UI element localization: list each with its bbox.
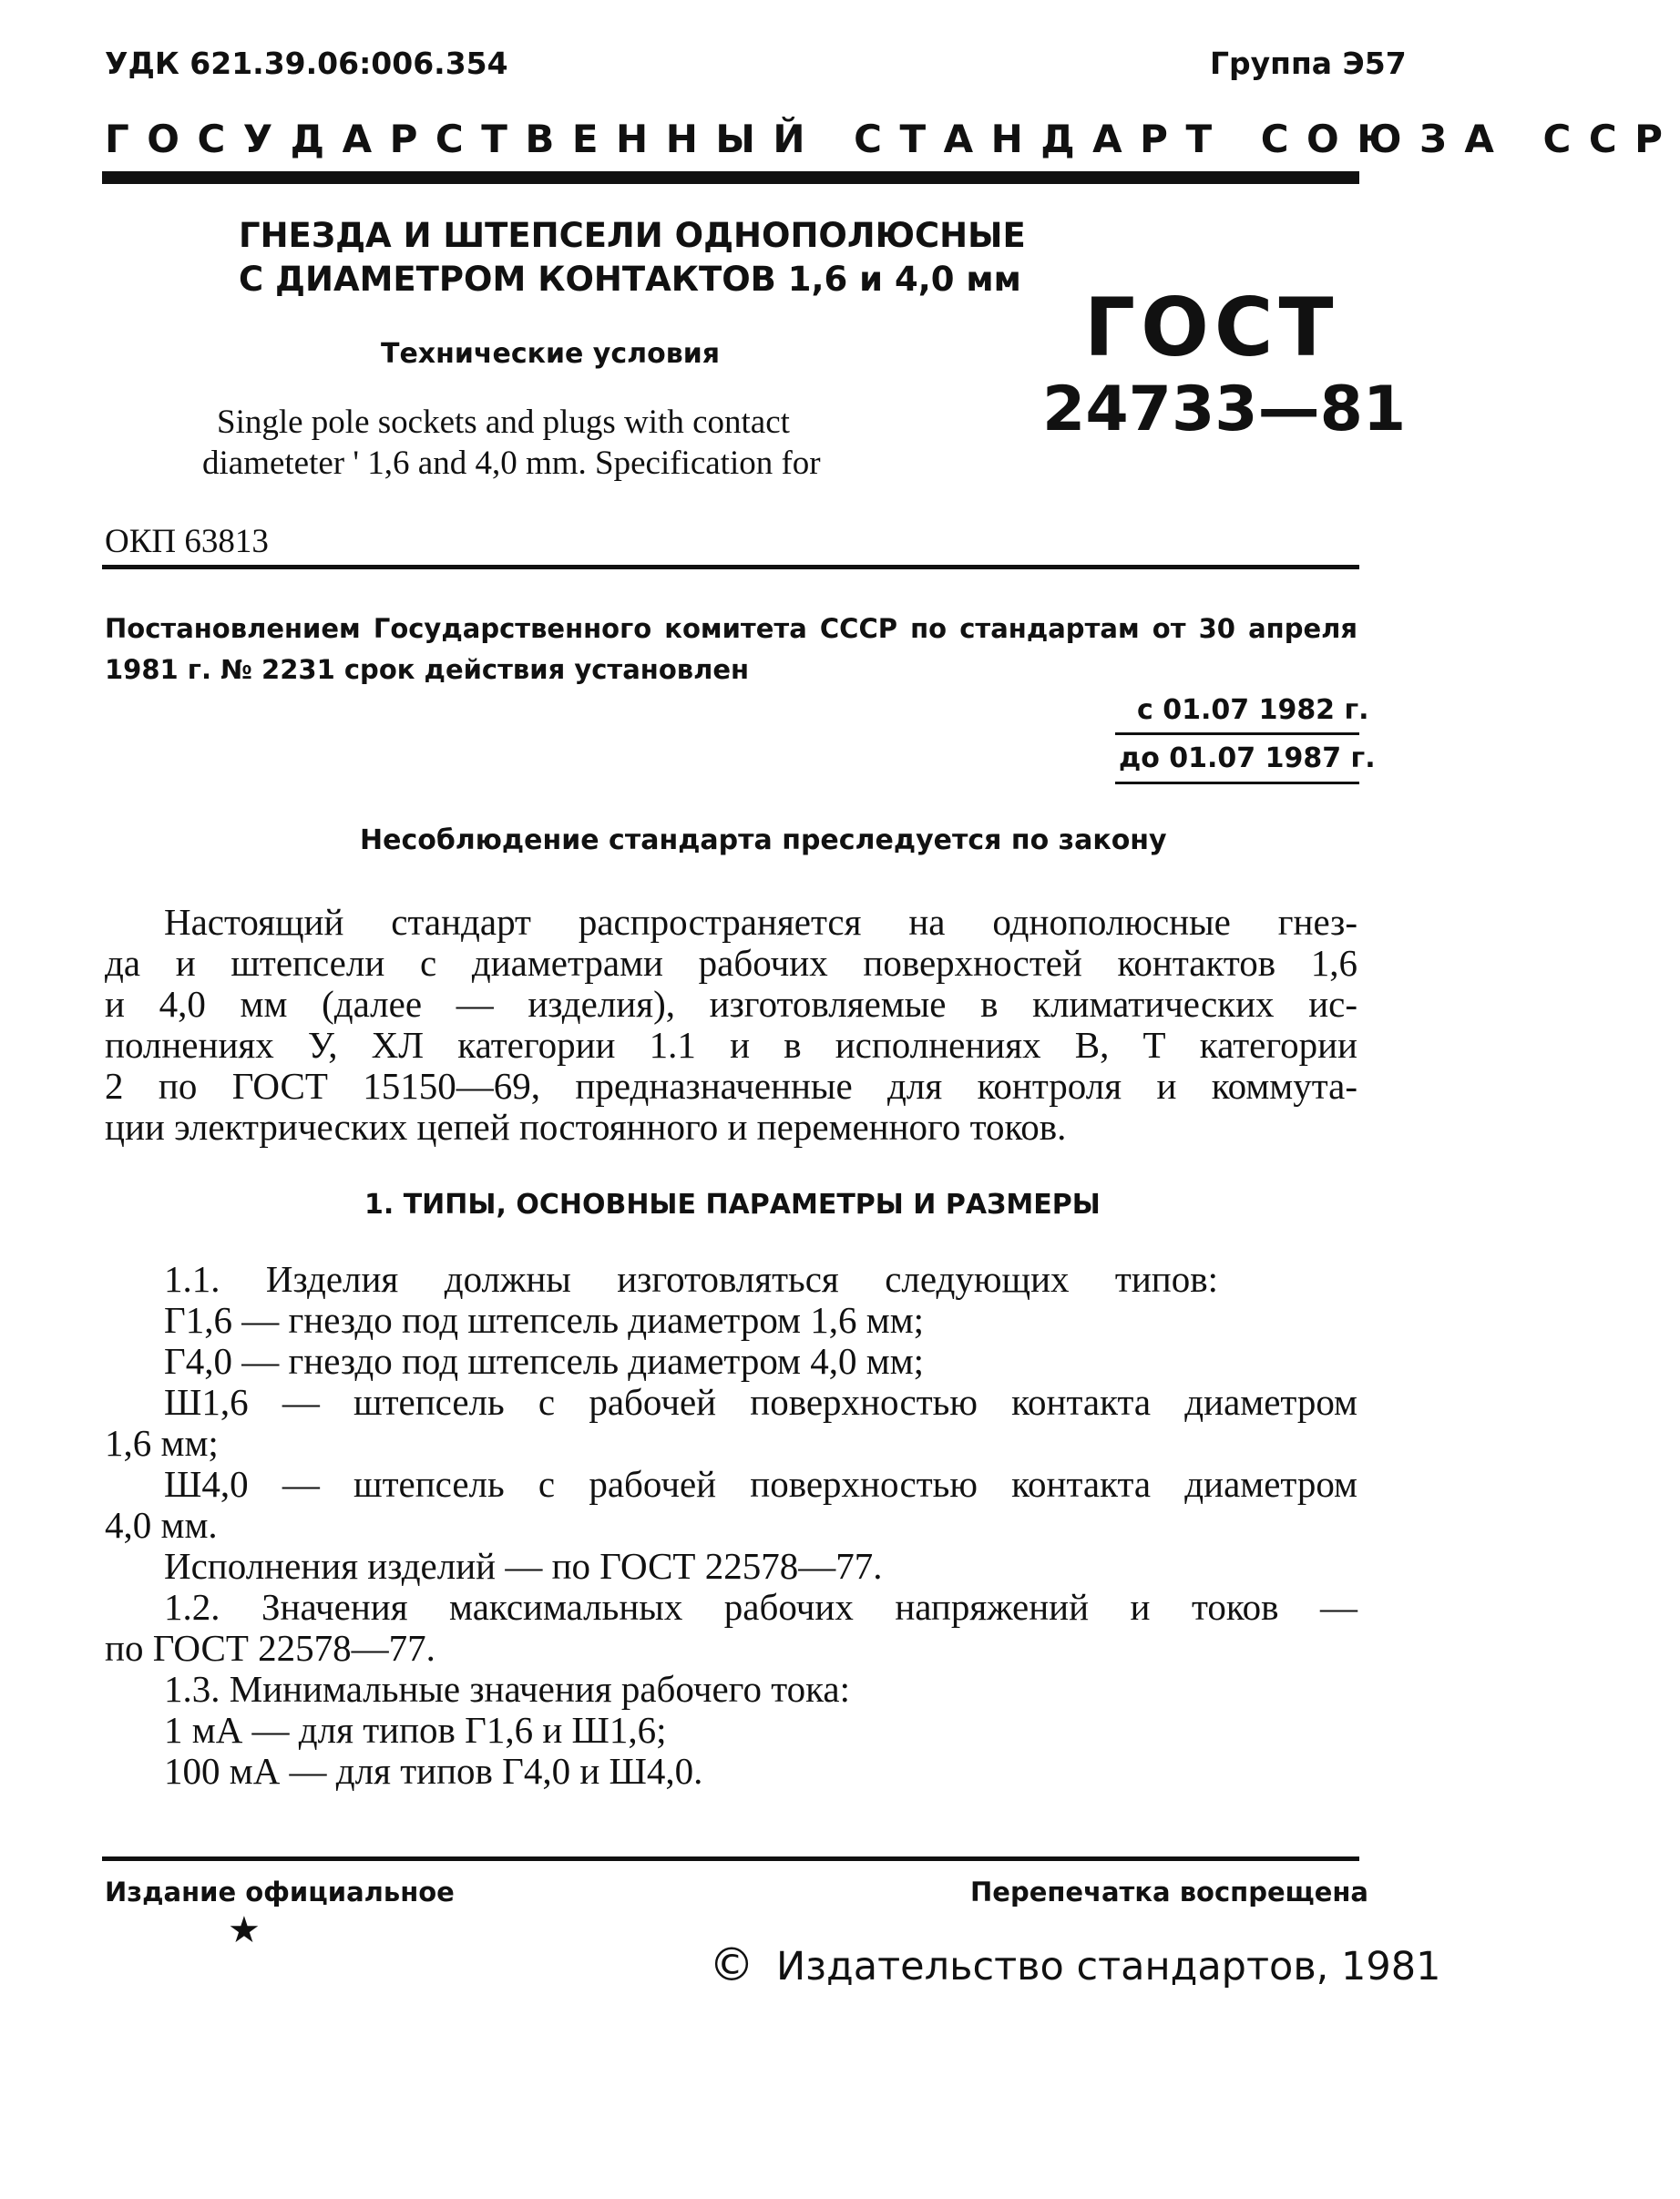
title-line-2: С ДИАМЕТРОМ КОНТАКТОВ 1,6 и 4,0 мм bbox=[239, 260, 1021, 299]
law-notice: Несоблюдение стандарта преследуется по закону bbox=[360, 824, 1167, 856]
intro-line-3: и 4,0 мм (далее — изделия), изготовляемые в климатических ис- bbox=[105, 983, 1357, 1025]
header-thick-rule bbox=[102, 171, 1359, 184]
subtitle: Технические условия bbox=[381, 338, 720, 370]
clause-1-3: 1.3. Минимальные значения рабочего тока: bbox=[164, 1668, 850, 1710]
gost-number: 24733—81 bbox=[1042, 373, 1407, 445]
clause-1-2: 1.2. Значения максимальных рабочих напряжений и токов — bbox=[164, 1586, 1357, 1628]
type-sh16-cont: 1,6 мм; bbox=[105, 1422, 219, 1464]
validity-rule-2 bbox=[1115, 782, 1359, 784]
copyright-icon: © bbox=[709, 1938, 754, 1991]
decree-line-2: 1981 г. № 2231 срок действия установлен bbox=[105, 654, 750, 685]
english-title-line-2: diameteter ' 1,6 and 4,0 mm. Specification for bbox=[202, 445, 821, 482]
type-sh40-cont: 4,0 мм. bbox=[105, 1504, 218, 1546]
official-edition: Издание официальное bbox=[105, 1877, 455, 1908]
current-line-2: 100 мА — для типов Г4,0 и Ш4,0. bbox=[164, 1750, 703, 1792]
group-code: Группа Э57 bbox=[1210, 46, 1407, 81]
intro-line-1: Настоящий стандарт распространяется на однополюсные гнез- bbox=[164, 901, 1357, 943]
intro-line-5: 2 по ГОСТ 15150—69, предназначенные для контроля и коммута- bbox=[105, 1065, 1357, 1107]
english-title-line-1: Single pole sockets and plugs with contact bbox=[217, 404, 790, 441]
versions-note: Исполнения изделий — по ГОСТ 22578—77. bbox=[164, 1545, 883, 1587]
gost-label: ГОСТ bbox=[1084, 281, 1339, 374]
okp-rule bbox=[102, 565, 1359, 569]
footer-rule bbox=[102, 1856, 1359, 1861]
clause-1-1: 1.1. Изделия должны изготовляться следующих типов: bbox=[164, 1258, 1218, 1300]
title-line-1: ГНЕЗДА И ШТЕПСЕЛИ ОДНОПОЛЮСНЫЕ bbox=[239, 216, 1026, 255]
udc-code: УДК 621.39.06:006.354 bbox=[105, 46, 508, 81]
type-g16: Г1,6 — гнездо под штепсель диаметром 1,6 мм; bbox=[164, 1299, 925, 1341]
validity-from: с 01.07 1982 г. bbox=[1137, 694, 1369, 726]
copyright-text: Издательство стандартов, 1981 bbox=[776, 1944, 1441, 1989]
current-line-1: 1 мА — для типов Г1,6 и Ш1,6; bbox=[164, 1709, 667, 1751]
okp-code: ОКП 63813 bbox=[105, 523, 269, 560]
clause-1-2-cont: по ГОСТ 22578—77. bbox=[105, 1627, 435, 1669]
star-icon: ★ bbox=[228, 1909, 261, 1951]
intro-line-2: да и штепсели с диаметрами рабочих поверхностей контактов 1,6 bbox=[105, 942, 1357, 984]
decree-line-1: Постановлением Государственного комитета СССР по стандартам от 30 апреля bbox=[105, 613, 1357, 644]
reprint-prohibited: Перепечатка воспрещена bbox=[970, 1877, 1368, 1908]
intro-line-4: полнениях У, ХЛ категории 1.1 и в исполнениях В, Т категории bbox=[105, 1024, 1357, 1066]
validity-to: до 01.07 1987 г. bbox=[1119, 742, 1376, 774]
intro-line-6: ции электрических цепей постоянного и переменного токов. bbox=[105, 1106, 1067, 1148]
type-sh40: Ш4,0 — штепсель с рабочей поверхностью контакта диаметром bbox=[164, 1463, 1357, 1505]
type-sh16: Ш1,6 — штепсель с рабочей поверхностью контакта диаметром bbox=[164, 1381, 1357, 1423]
state-standard-banner: ГОСУДАРСТВЕННЫЙ СТАНДАРТ СОЮЗА ССР bbox=[105, 117, 1680, 161]
type-g40: Г4,0 — гнездо под штепсель диаметром 4,0 мм; bbox=[164, 1340, 925, 1382]
section-1-heading: 1. ТИПЫ, ОСНОВНЫЕ ПАРАМЕТРЫ И РАЗМЕРЫ bbox=[364, 1189, 1101, 1221]
validity-rule-1 bbox=[1115, 732, 1359, 735]
